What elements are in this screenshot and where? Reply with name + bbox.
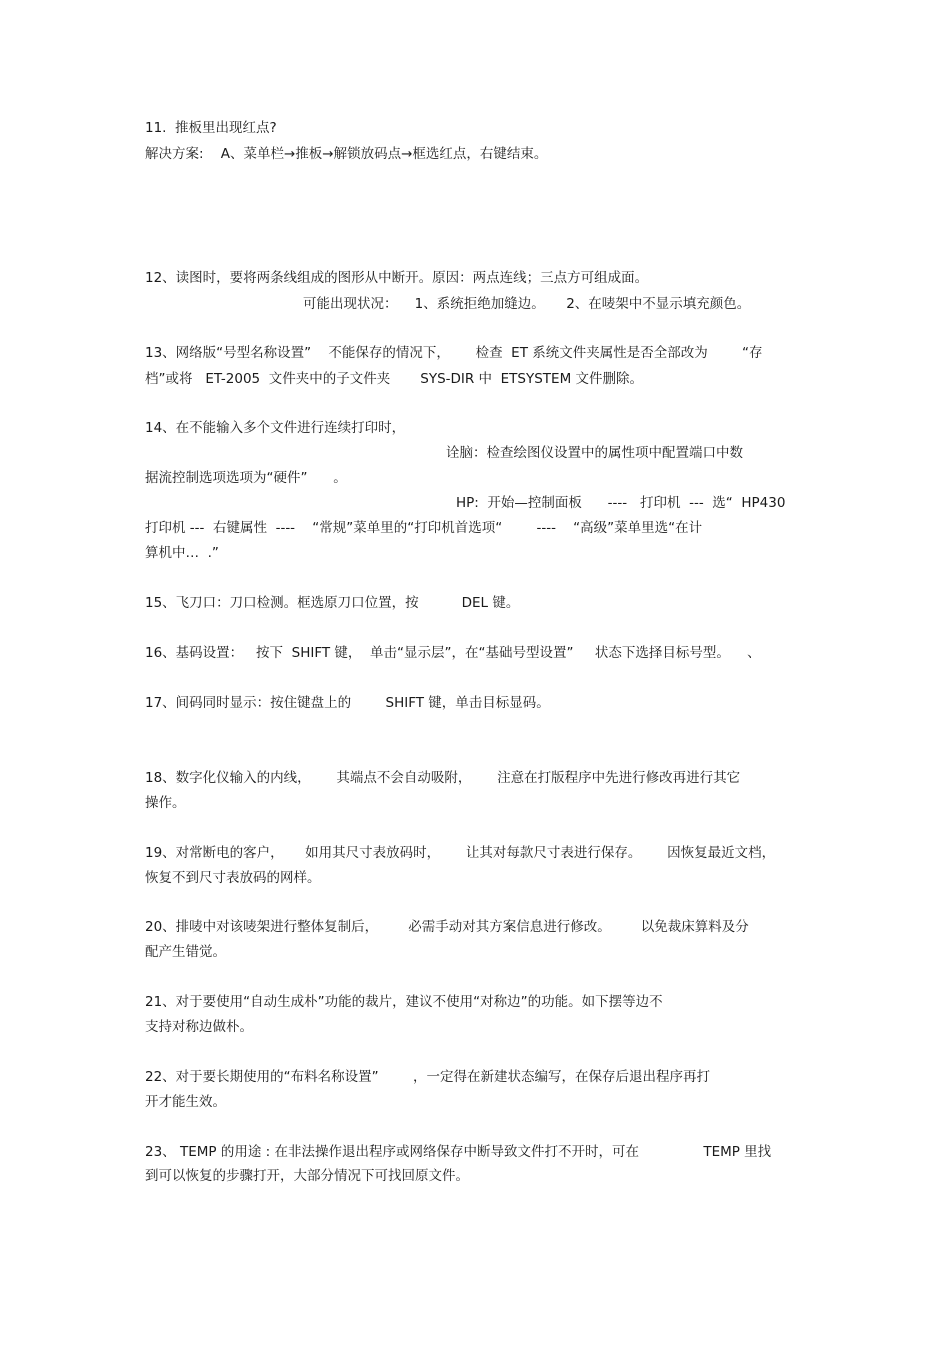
item-17: 17、间码同时显示：按住键盘上的 SHIFT 键，单击目标显码。 — [145, 695, 550, 711]
item-19-line-1: 19、对常断电的客户， 如用其尺寸表放码时， 让其对每款尺寸表进行保存。 因恢复最近文档， — [145, 845, 776, 861]
item-11-title: 11. 推板里出现红点? — [145, 120, 277, 136]
item-14-line-6: 算机中… .” — [145, 545, 219, 561]
item-14-line-4: HP: 开始—控制面板 ---- 打印机 --- 选“ HP430 — [456, 495, 786, 511]
item-14-line-1: 14、在不能输入多个文件进行连续打印时， — [145, 420, 406, 436]
item-18-line-1: 18、数字化仪输入的内线， 其端点不会自动吸附， 注意在打版程序中先进行修改再进行其它 — [145, 770, 741, 786]
item-12-line-2: 可能出现状况： 1、系统拒绝加缝边。 2、在唛架中不显示填充颜色。 — [303, 296, 751, 312]
item-14-line-5: 打印机 --- 右键属性 ---- “常规”菜单里的“打印机首选项“ ---- “高级”菜单里选“在计 — [145, 520, 703, 536]
item-23-line-1: 23、 TEMP 的用途 : 在非法操作退出程序或网络保存中断导致文件打不开时，可在 TEMP 里找 — [145, 1144, 772, 1160]
item-13-line-1: 13、网络版“号型名称设置” 不能保存的情况下， 检查 ET 系统文件夹属性是否全部改为 “存 — [145, 345, 763, 361]
item-11-solution: 解决方案: A、菜单栏→推板→解锁放码点→框选红点，右键结束。 — [145, 146, 548, 162]
item-15: 15、飞刀口：刀口检测。框选原刀口位置，按 DEL 键。 — [145, 595, 520, 611]
item-21-line-1: 21、对于要使用“自动生成朴”功能的裁片，建议不使用“对称边”的功能。如下摆等边不 — [145, 994, 663, 1010]
item-18-line-2: 操作。 — [145, 795, 186, 811]
item-13-line-2: 档”或将 ET-2005 文件夹中的子文件夹 SYS-DIR 中 ETSYSTEM 文件删除。 — [145, 371, 644, 387]
item-19-line-2: 恢复不到尺寸表放码的网样。 — [145, 870, 321, 886]
item-14-line-2: 诠脑：检查绘图仪设置中的属性项中配置端口中数 — [446, 445, 743, 461]
item-16: 16、基码设置： 按下 SHIFT 键， 单击“显示层”，在“基础号型设置” 状态下选择目标号型。 、 — [145, 645, 761, 661]
item-22-line-1: 22、对于要长期使用的“布料名称设置” ，一定得在新建状态编写，在保存后退出程序再打 — [145, 1069, 710, 1085]
item-21-line-2: 支持对称边做朴。 — [145, 1019, 253, 1035]
item-12-line-1: 12、读图时，要将两条线组成的图形从中断开。原因：两点连线；三点方可组成面。 — [145, 270, 649, 286]
item-20-line-1: 20、排唛中对该唛架进行整体复制后， 必需手动对其方案信息进行修改。 以免裁床算料及分 — [145, 919, 749, 935]
item-23-line-2: 到可以恢复的步骤打开，大部分情况下可找回原文件。 — [145, 1168, 469, 1184]
item-22-line-2: 开才能生效。 — [145, 1094, 226, 1110]
item-20-line-2: 配产生错觉。 — [145, 944, 226, 960]
item-14-line-3: 据流控制选项选项为“硬件” 。 — [145, 470, 347, 486]
